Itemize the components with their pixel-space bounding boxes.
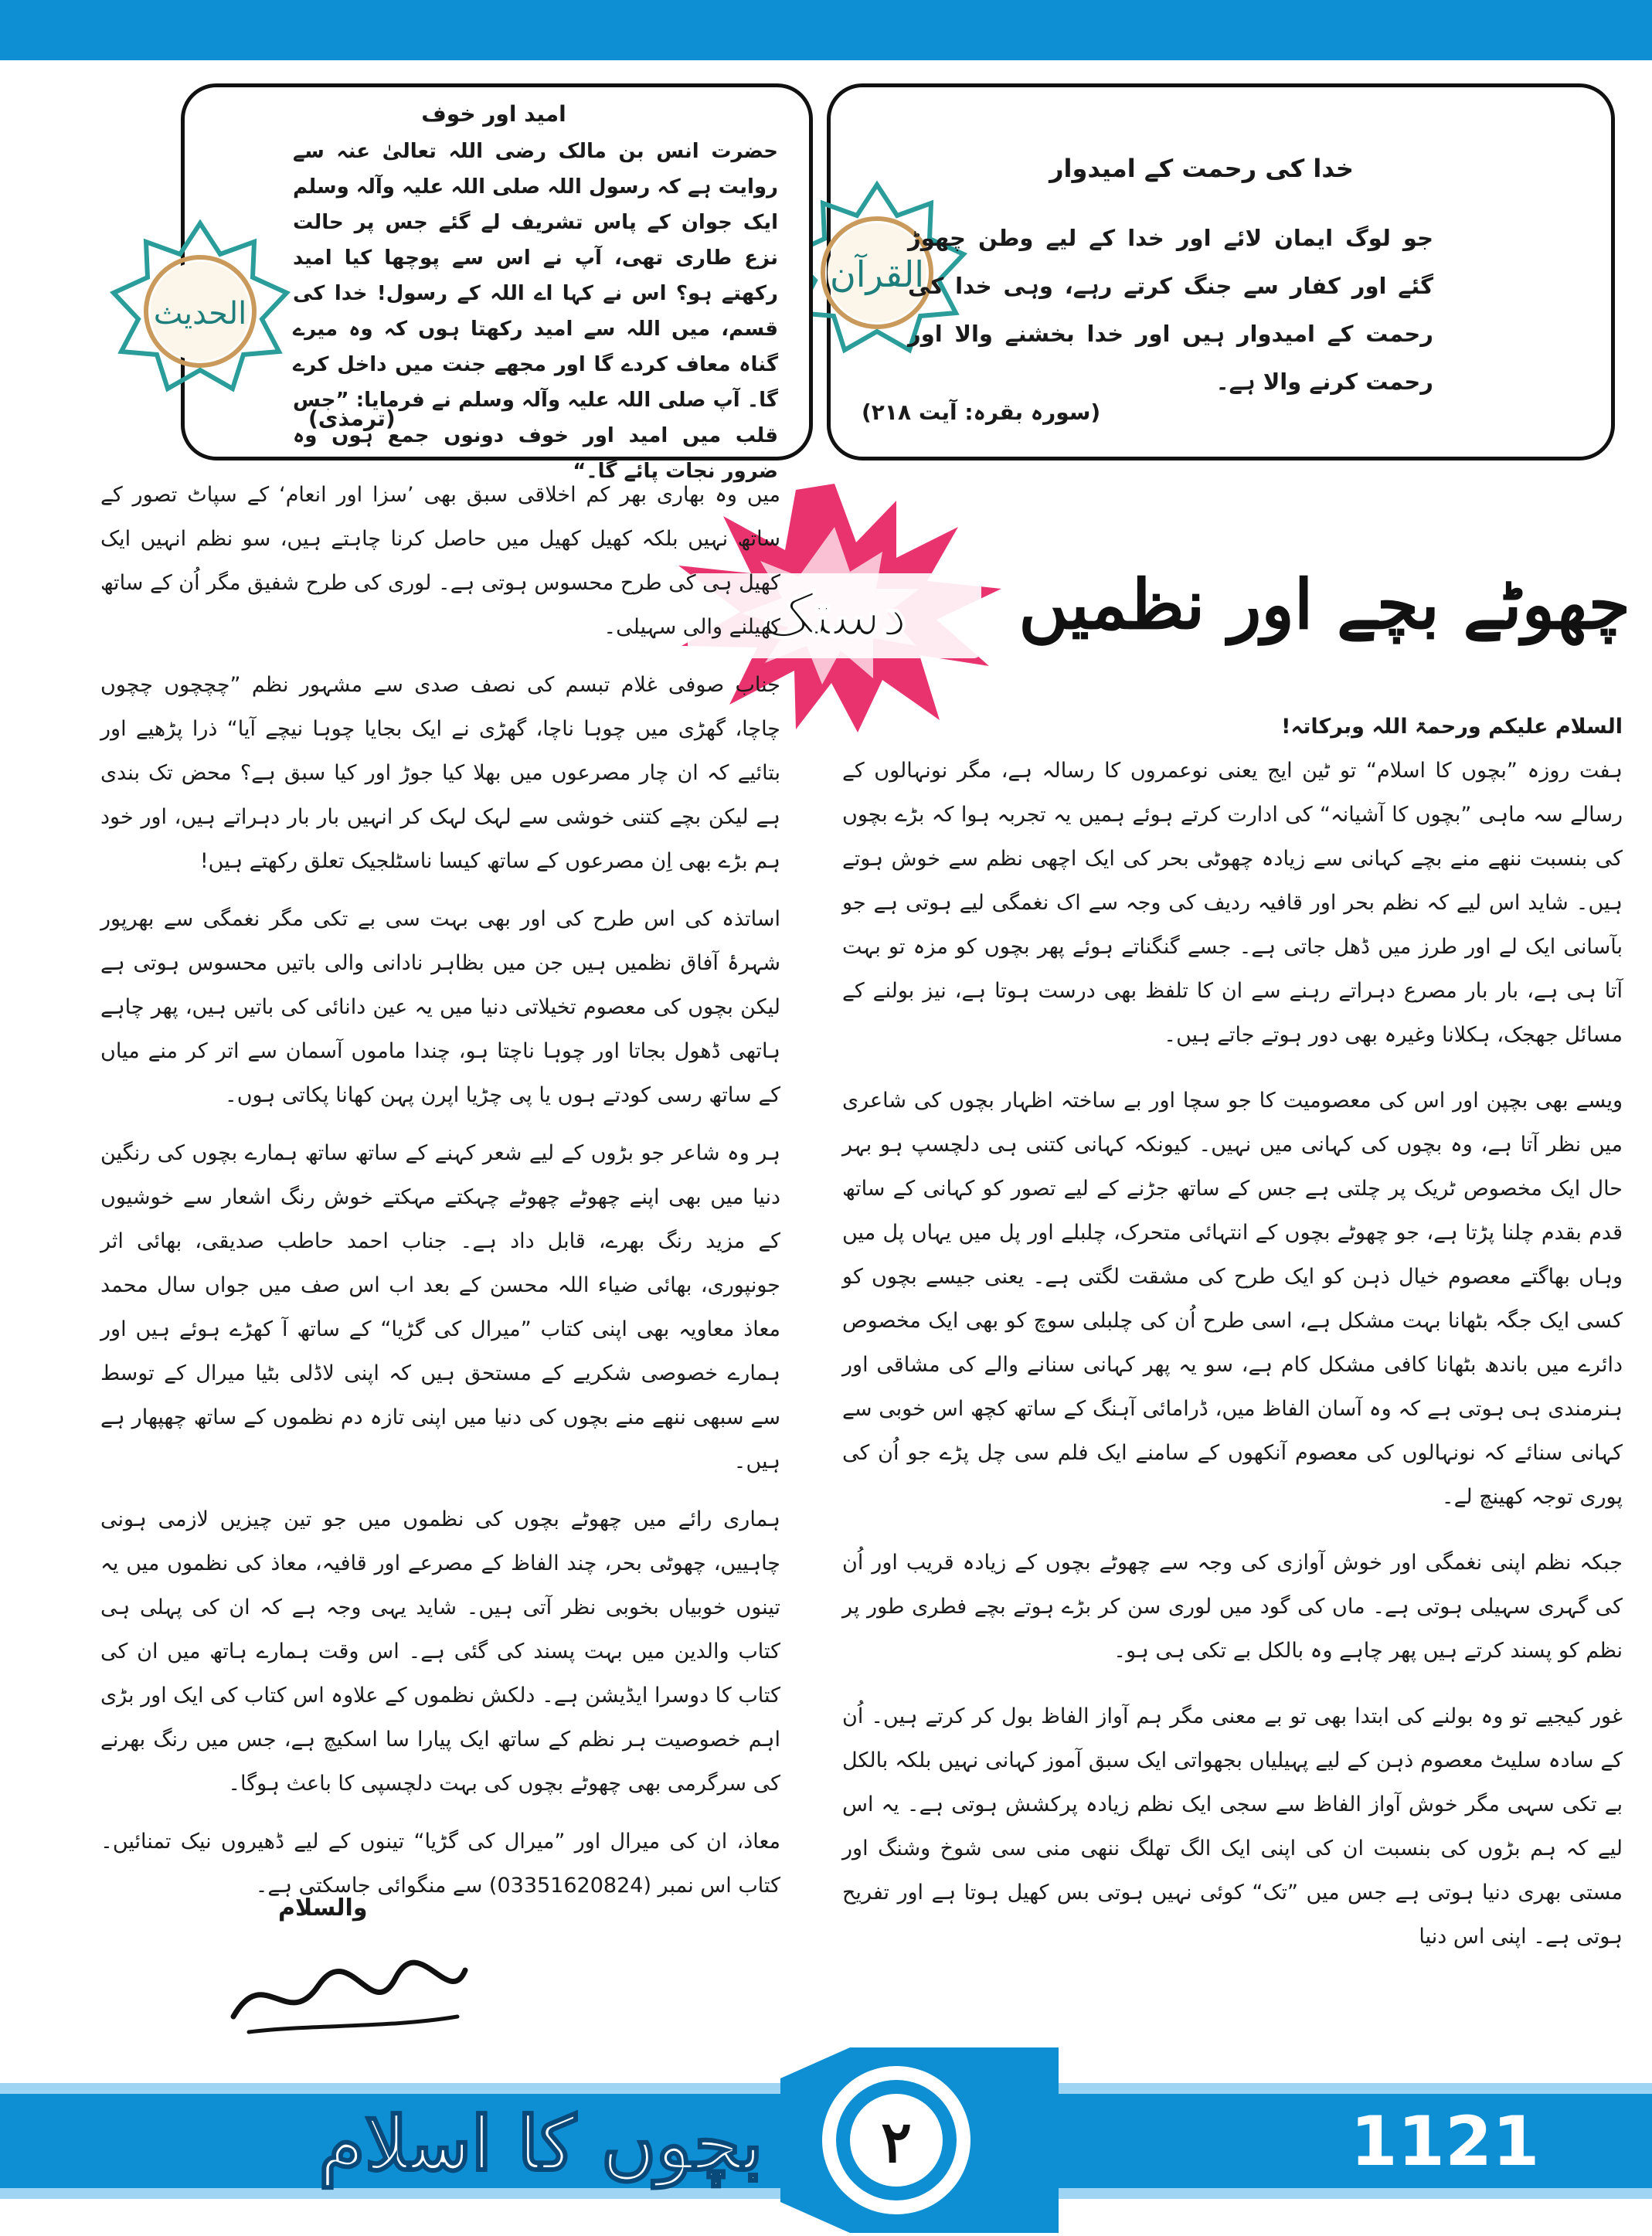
article-paragraph: میں وہ بھاری بھر کم اخلاقی سبق بھی ’سزا اور انعام‘ کے سپاٹ تصور کے ساتھ نہیں بلکہ کھیل کھیل میں حاصل کرنا چاہتے ہیں، سو نظم انہیں ایک کھیل ہی کی طرح محسوس ہوتی ہے۔ لوری کی طرح شفیق مگر اُن کے ساتھ کھیلنے والی سہیلی۔ xyxy=(100,483,780,639)
article-paragraph: ہفت روزہ ”بچوں کا اسلام“ تو ٹین ایج یعنی نوعمروں کا رسالہ ہے، مگر نونہالوں کے رسالے سہ ماہی ”بچوں کا آشیانہ“ کی ادارت کرتے ہوئے ہمیں یہ تجربہ ہوا کہ بڑے بچوں کی بنسبت ننھے منے بچے کہانی سے زیادہ چھوٹی بحر کی ایک اچھی نظم سے خوش ہوتے ہیں۔ شاید اس لیے کہ نظم بحر اور قافیہ ردیف کی وجہ سے اک نغمگی لیے ہوتی ہے جو بآسانی ایک لے اور طرز میں ڈھل جاتی ہے۔ جسے گنگناتے ہوئے پھر بچوں کو مزہ تو بہت آتا ہی ہے، بار بار مصرع دہراتے رہنے سے ان کا تلفظ بھی درست ہوتا ہے، نیز بولنے کے مسائل جھجک، ہکلانا وغیرہ بھی دور ہوتے جاتے ہیں۔ xyxy=(842,759,1623,1047)
dastak-label: دستک xyxy=(761,580,908,649)
article-paragraph: ہماری رائے میں چھوٹے بچوں کی نظموں میں جو تین چیزیں لازمی ہونی چاہییں، چھوٹی بحر، چند الفاظ کے مصرعے اور قافیہ، معاذ کی نظموں میں یہ تینوں خوبیاں بخوبی نظر آتی ہیں۔ شاید یہی وجہ ہے کہ ان کی پہلی ہی کتاب والدین میں بہت پسند کی گئی ہے۔ اس وقت ہمارے ہاتھ میں ان کی کتاب کا دوسرا ایڈیشن ہے۔ دلکش نظموں کے علاوہ اس کتاب کی ایک اور بڑی اہم خصوصیت ہر نظم کے ساتھ ایک پیارا سا اسکیچ ہے، جس میں رنگ بھرنے کی سرگرمی بھی چھوٹے بچوں کی بہت دلچسپی کا باعث ہوگا۔ xyxy=(100,1507,780,1796)
article-paragraph: غور کیجیے تو وہ بولنے کی ابتدا بھی تو بے معنی مگر ہم آواز الفاظ بول کر کرتے ہیں۔ اُن کے سادہ سلیٹ معصوم ذہن کے لیے پہیلیاں بجھواتی ایک سبق آموز کہانی نہیں بلکہ بالکل بے تکی سہی مگر خوش آواز الفاظ سے سجی ایک نظم زیادہ پرکشش ہوتی ہے۔ یہ اس لیے کہ ہم بڑوں کی بنسبت ان کی اپنی ایک الگ تھلگ ننھی منی سی شوخ وشنگ اور مستی بھری دنیا ہوتی ہے جس میں ”تک“ کوئی نہیں ہوتی بس کھیل ہوتا ہے اور تفریح ہوتی ہے۔ اپنی اس دنیا xyxy=(842,1704,1623,1949)
hadith-text: حضرت انس بن مالک رضی اللہ تعالیٰ عنہ سے روایت ہے کہ رسول اللہ صلی اللہ علیہ وآلہ وسلم ایک جوان کے پاس تشریف لے گئے جس پر حالت نزع طاری تھی، آپ نے اس سے پوچھا کیا امید رکھتے ہو؟ اس نے کہا اے اللہ کے رسول! خدا کی قسم، میں اللہ سے امید رکھتا ہوں کہ وہ میرے گناہ معاف کردے گا اور مجھے جنت میں داخل کرے گا۔ آپ صلی اللہ علیہ وآلہ وسلم نے فرمایا: ”جس قلب میں امید اور خوف دونوں جمع ہوں وہ ضرور نجات پائے گا۔“ xyxy=(293,140,778,483)
hadith-emblem-label: الحدیث xyxy=(153,296,247,331)
article-paragraph: ویسے بھی بچپن اور اس کی معصومیت کا جو سچا اور بے ساختہ اظہار بچوں کی شاعری میں نظر آتا ہے، وہ بچوں کی کہانی میں نہیں۔ کیونکہ کہانی کتنی ہی دلچسپ ہو بہر حال ایک مخصوص ٹریک پر چلتی ہے جس کے ساتھ جڑنے کے لیے تصور کو کہانی کے ساتھ قدم بقدم چلنا پڑتا ہے، جو چھوٹے بچوں کے انتہائی متحرک، چلبلے اور پل میں یہاں پل میں وہاں بھاگتے معصوم خیال ذہن کو ایک طرح کی مشقت لگتی ہے۔ یعنی جیسے بچوں کو کسی ایک جگہ بٹھانا بہت مشکل ہے، اسی طرح اُن کی چلبلی سوچ کو بھی ایک مخصوص دائرے میں باندھ بٹھانا کافی مشکل کام ہے، سو یہ پھر کہانی سنانے والے کی مشاقی اور ہنرمندی ہی ہوتی ہے کہ وہ آسان الفاظ میں، ڈرامائی آہنگ کے ساتھ کچھ اس خوبی سے کہانی سنائے کہ نونہالوں کی معصوم آنکھوں کے سامنے ایک فلم سی چل پڑے جو اُن کی پوری توجہ کھینچ لے۔ xyxy=(842,1089,1623,1509)
article-paragraph: ہر وہ شاعر جو بڑوں کے لیے شعر کہنے کے ساتھ ساتھ ہمارے بچوں کی رنگین دنیا میں بھی اپنے چھوٹے چھوٹے چہکتے مہکتے خوش رنگ اشعار سے خوشیوں کے مزید رنگ بھرے، قابل داد ہے۔ جناب احمد حاطب صدیقی، بھائی اثر جونپوری، بھائی ضیاء اللہ محسن کے بعد اب اس صف میں جواں سال محمد معاذ معاویہ بھی اپنی کتاب ”میرال کی گڑیا“ کے ساتھ آ کھڑے ہوئے ہیں اور ہمارے خصوصی شکریے کے مستحق ہیں کہ اپنی لاڈلی بٹیا میرال کے توسط سے سبھی ننھے منے بچوں کی دنیا میں اپنی تازہ دم نظموں کے ساتھ چھپھار ہے ہیں۔ xyxy=(100,1141,780,1473)
article-paragraph: جبکہ نظم اپنی نغمگی اور خوش آوازی کی وجہ سے چھوٹے بچوں کے زیادہ قریب اور اُن کی گہری سہیلی ہوتی ہے۔ ماں کی گود میں لوری سن کر بڑے ہوتے بچے فطری طور پر نظم کو پسند کرتے ہیں پھر چاہے وہ بالکل بے تکی ہی ہو۔ xyxy=(842,1551,1623,1663)
article-paragraph: معاذ، ان کی میرال اور ”میرال کی گڑیا“ تینوں کے لیے ڈھیروں نیک تمنائیں۔ کتاب اس نمبر (03351620824) سے منگوائی جاسکتی ہے۔ xyxy=(100,1830,780,1898)
quran-title: خدا کی رحمت کے امیدوار xyxy=(1049,154,1354,183)
top-color-bar xyxy=(0,0,1652,60)
hadith-title: امید اور خوف xyxy=(421,101,566,127)
quran-verse-text: جو لوگ ایمان لائے اور خدا کے لیے وطن چھوڑ گئے اور کفار سے جنگ کرتے رہے، وہی خدا کی رحمت کے امیدوار ہیں اور خدا بخشنے والا اور رحمت کرنے والا ہے۔ xyxy=(908,225,1433,395)
article-headline: چھوٹے بچے اور نظمیں xyxy=(1018,564,1630,644)
issue-number: 1121 xyxy=(1350,2102,1540,2181)
quran-emblem-label: القرآن xyxy=(829,253,925,295)
article-greeting: السلام علیکم ورحمۃ اللہ وبرکاتہ! xyxy=(1281,715,1623,739)
closing-salutation: والسلام xyxy=(278,1894,368,1922)
author-signature xyxy=(218,1932,481,2047)
hadith-box xyxy=(153,83,813,483)
quran-reference: (سورہ بقرہ: آیت ۲۱۸) xyxy=(862,399,1101,425)
page-number: ۲ xyxy=(881,2109,912,2176)
article-right-column xyxy=(842,705,1623,1959)
hadith-reference: (ترمذی) xyxy=(308,406,396,431)
article-paragraph: اساتذہ کی اس طرح کی اور بھی بہت سی بے تکی مگر نغمگی سے بھرپور شہرۂ آفاق نظمیں ہیں جن میں بظاہر نادانی والی باتیں محسوس ہوتی ہے لیکن بچوں کی معصوم تخیلاتی دنیا میں یہ عین دانائی کی باتیں ہیں، پھر چاہے ہاتھی ڈھول بجاتا اور چوہا ناچتا ہو، چندا ماموں آسمان سے اتر کر منے میاں کے ساتھ رسی کودتے ہوں یا پی چڑیا اپرن پہن کھانا پکاتی ہوں۔ xyxy=(100,907,780,1107)
hadith-emblem-icon xyxy=(107,219,293,404)
magazine-logo: بچوں کا اسلام xyxy=(318,2100,763,2187)
quran-verse-box xyxy=(827,83,1615,460)
article-left-column xyxy=(100,473,780,1908)
article-paragraph: جناب صوفی غلام تبسم کی نصف صدی سے مشہور نظم ”چچچوں چچوں چاچا، گھڑی میں چوہا ناچا، گھڑی نے ایک بجایا چوہا نیچے آیا“ ذرا پڑھیے اور بتائیے کہ ان چار مصرعوں میں بھلا کیا جوڑ اور کیا سبق ہے؟ محض تک بندی ہے لیکن بچے کتنی خوشی سے لہک لہک کر انہیں بار بار دہراتے ہیں، اور خود ہم بڑے بھی اِن مصرعوں کے ساتھ کیسا ناسٹلجیک تعلق رکھتے ہیں! xyxy=(100,673,780,873)
footer-banner xyxy=(0,2047,1652,2236)
